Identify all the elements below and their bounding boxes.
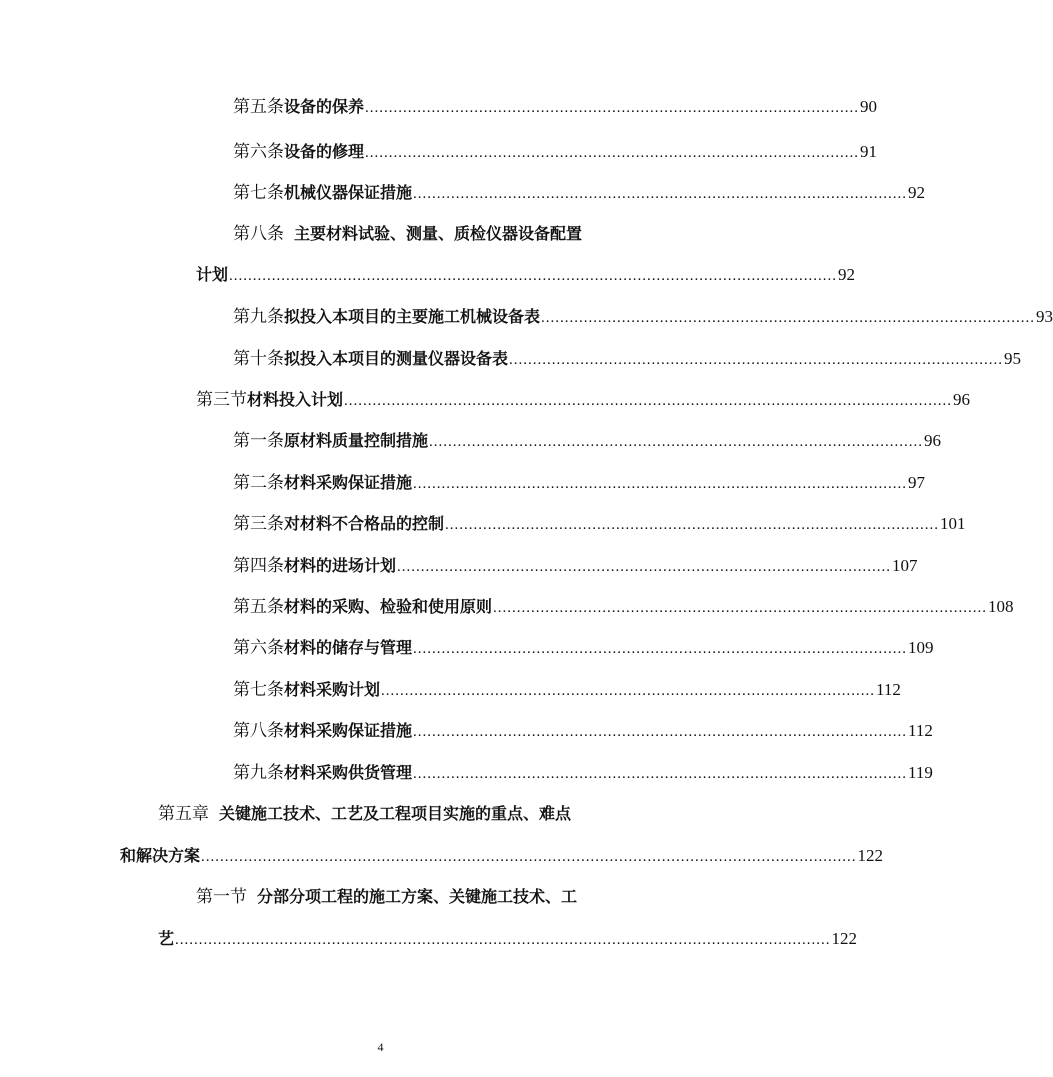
toc-entry[interactable] bbox=[233, 638, 934, 659]
entry-title: 设备的修理 bbox=[284, 142, 365, 161]
entry-page: 107 bbox=[892, 556, 918, 575]
toc-entry[interactable] bbox=[233, 431, 942, 452]
dot-leader: ........................................................................................................ bbox=[541, 310, 1036, 326]
entry-page: 96 bbox=[924, 431, 942, 450]
toc-entry[interactable] bbox=[233, 97, 878, 118]
entry-number: 第三节 bbox=[196, 390, 247, 409]
entry-page: 95 bbox=[1004, 349, 1022, 368]
toc-entry[interactable] bbox=[233, 556, 918, 577]
dot-leader: ........................................................................................................ bbox=[509, 352, 1004, 368]
entry-title: 关键施工技术、工艺及工程项目实施的重点、难点 bbox=[219, 804, 572, 823]
dot-leader: ........................................................................................................ bbox=[413, 186, 908, 202]
entry-page: 91 bbox=[860, 142, 878, 161]
toc-chapter-line2[interactable] bbox=[120, 846, 884, 867]
entry-number: 第四条 bbox=[233, 556, 284, 575]
entry-page: 90 bbox=[860, 97, 878, 116]
toc-entry[interactable] bbox=[233, 514, 966, 535]
dot-leader: ........................................................................................................ bbox=[493, 600, 988, 616]
entry-number: 第一节 bbox=[196, 887, 247, 906]
entry-number: 第八条 bbox=[233, 224, 284, 243]
entry-number: 第九条 bbox=[233, 763, 284, 782]
entry-number: 第二条 bbox=[233, 473, 284, 492]
dot-leader: ........................................................................................................ bbox=[429, 434, 924, 450]
toc-entry[interactable] bbox=[233, 597, 1014, 618]
entry-title-continued: 计划 bbox=[196, 265, 229, 284]
dot-leader: ................................................................................................................................ bbox=[229, 268, 838, 284]
dot-leader: ........................................................................................................ bbox=[381, 683, 876, 699]
entry-title: 分部分项工程的施工方案、关键施工技术、工 bbox=[257, 887, 578, 906]
toc-entry-line1[interactable] bbox=[233, 224, 582, 244]
entry-page: 101 bbox=[940, 514, 966, 533]
entry-title: 材料采购保证措施 bbox=[284, 721, 413, 740]
toc-entry[interactable] bbox=[233, 142, 878, 163]
dot-leader: ........................................................................................................ bbox=[413, 476, 908, 492]
entry-number: 第五条 bbox=[233, 597, 284, 616]
toc-entry[interactable] bbox=[233, 721, 933, 742]
entry-page: 92 bbox=[908, 183, 926, 202]
dot-leader: ........................................................................................................ bbox=[445, 517, 940, 533]
dot-leader: ........................................................................................................ bbox=[413, 641, 908, 657]
entry-number: 第十条 bbox=[233, 349, 284, 368]
toc-entry[interactable] bbox=[233, 307, 1053, 328]
entry-title: 原材料质量控制措施 bbox=[284, 431, 429, 450]
entry-title: 材料投入计划 bbox=[247, 390, 344, 409]
entry-title: 材料采购保证措施 bbox=[284, 473, 413, 492]
dot-leader: ........................................................................................................ bbox=[413, 724, 908, 740]
entry-title: 材料采购供货管理 bbox=[284, 763, 413, 782]
entry-page: 119 bbox=[908, 763, 933, 782]
entry-number: 第八条 bbox=[233, 721, 284, 740]
entry-number: 第七条 bbox=[233, 680, 284, 699]
entry-title: 拟投入本项目的主要施工机械设备表 bbox=[284, 307, 541, 326]
entry-title: 材料采购计划 bbox=[284, 680, 381, 699]
entry-title: 拟投入本项目的测量仪器设备表 bbox=[284, 349, 509, 368]
dot-leader: .......................................................................................................................................... bbox=[175, 932, 831, 948]
entry-number: 第三条 bbox=[233, 514, 284, 533]
dot-leader: .......................................................................................................................................... bbox=[201, 849, 857, 865]
toc-entry-section-line1[interactable] bbox=[196, 887, 577, 907]
dot-leader: ........................................................................................................ bbox=[413, 766, 908, 782]
toc-entry[interactable] bbox=[233, 349, 1022, 370]
entry-page: 109 bbox=[908, 638, 934, 657]
toc-entry-section[interactable] bbox=[196, 390, 971, 411]
entry-page: 92 bbox=[838, 265, 856, 284]
entry-number: 第五条 bbox=[233, 97, 284, 116]
entry-page: 112 bbox=[908, 721, 933, 740]
toc-entry-line2[interactable] bbox=[196, 265, 856, 286]
entry-page: 96 bbox=[953, 390, 971, 409]
entry-title: 主要材料试验、测量、质检仪器设备配置 bbox=[294, 224, 583, 243]
entry-title-continued: 艺 bbox=[158, 929, 175, 948]
toc-entry[interactable] bbox=[233, 763, 933, 784]
page-number: 4 bbox=[377, 1040, 384, 1054]
entry-number: 第六条 bbox=[233, 142, 284, 161]
entry-number: 第七条 bbox=[233, 183, 284, 202]
entry-number: 第六条 bbox=[233, 638, 284, 657]
entry-number: 第五章 bbox=[158, 804, 209, 823]
toc-entry-section-line2[interactable] bbox=[158, 929, 858, 950]
entry-title: 材料的储存与管理 bbox=[284, 638, 413, 657]
entry-page: 112 bbox=[876, 680, 901, 699]
dot-leader: ........................................................................................................ bbox=[397, 559, 892, 575]
toc-entry[interactable] bbox=[233, 183, 926, 204]
dot-leader: ................................................................................................................................ bbox=[344, 393, 953, 409]
dot-leader: ........................................................................................................ bbox=[365, 145, 860, 161]
entry-title: 设备的保养 bbox=[284, 97, 365, 116]
entry-page: 122 bbox=[831, 929, 858, 948]
toc-chapter-line1[interactable] bbox=[158, 804, 571, 824]
entry-title: 材料的采购、检验和使用原则 bbox=[284, 597, 493, 616]
dot-leader: ........................................................................................................ bbox=[365, 100, 860, 116]
entry-number: 第九条 bbox=[233, 307, 284, 326]
entry-page: 108 bbox=[988, 597, 1014, 616]
entry-title: 对材料不合格品的控制 bbox=[284, 514, 445, 533]
entry-page: 97 bbox=[908, 473, 926, 492]
entry-title: 材料的进场计划 bbox=[284, 556, 397, 575]
entry-page: 93 bbox=[1036, 307, 1053, 326]
toc-entry[interactable] bbox=[233, 473, 926, 494]
entry-number: 第一条 bbox=[233, 431, 284, 450]
entry-title-continued: 和解决方案 bbox=[120, 846, 201, 865]
entry-title: 机械仪器保证措施 bbox=[284, 183, 413, 202]
entry-page: 122 bbox=[857, 846, 884, 865]
toc-entry[interactable] bbox=[233, 680, 901, 701]
